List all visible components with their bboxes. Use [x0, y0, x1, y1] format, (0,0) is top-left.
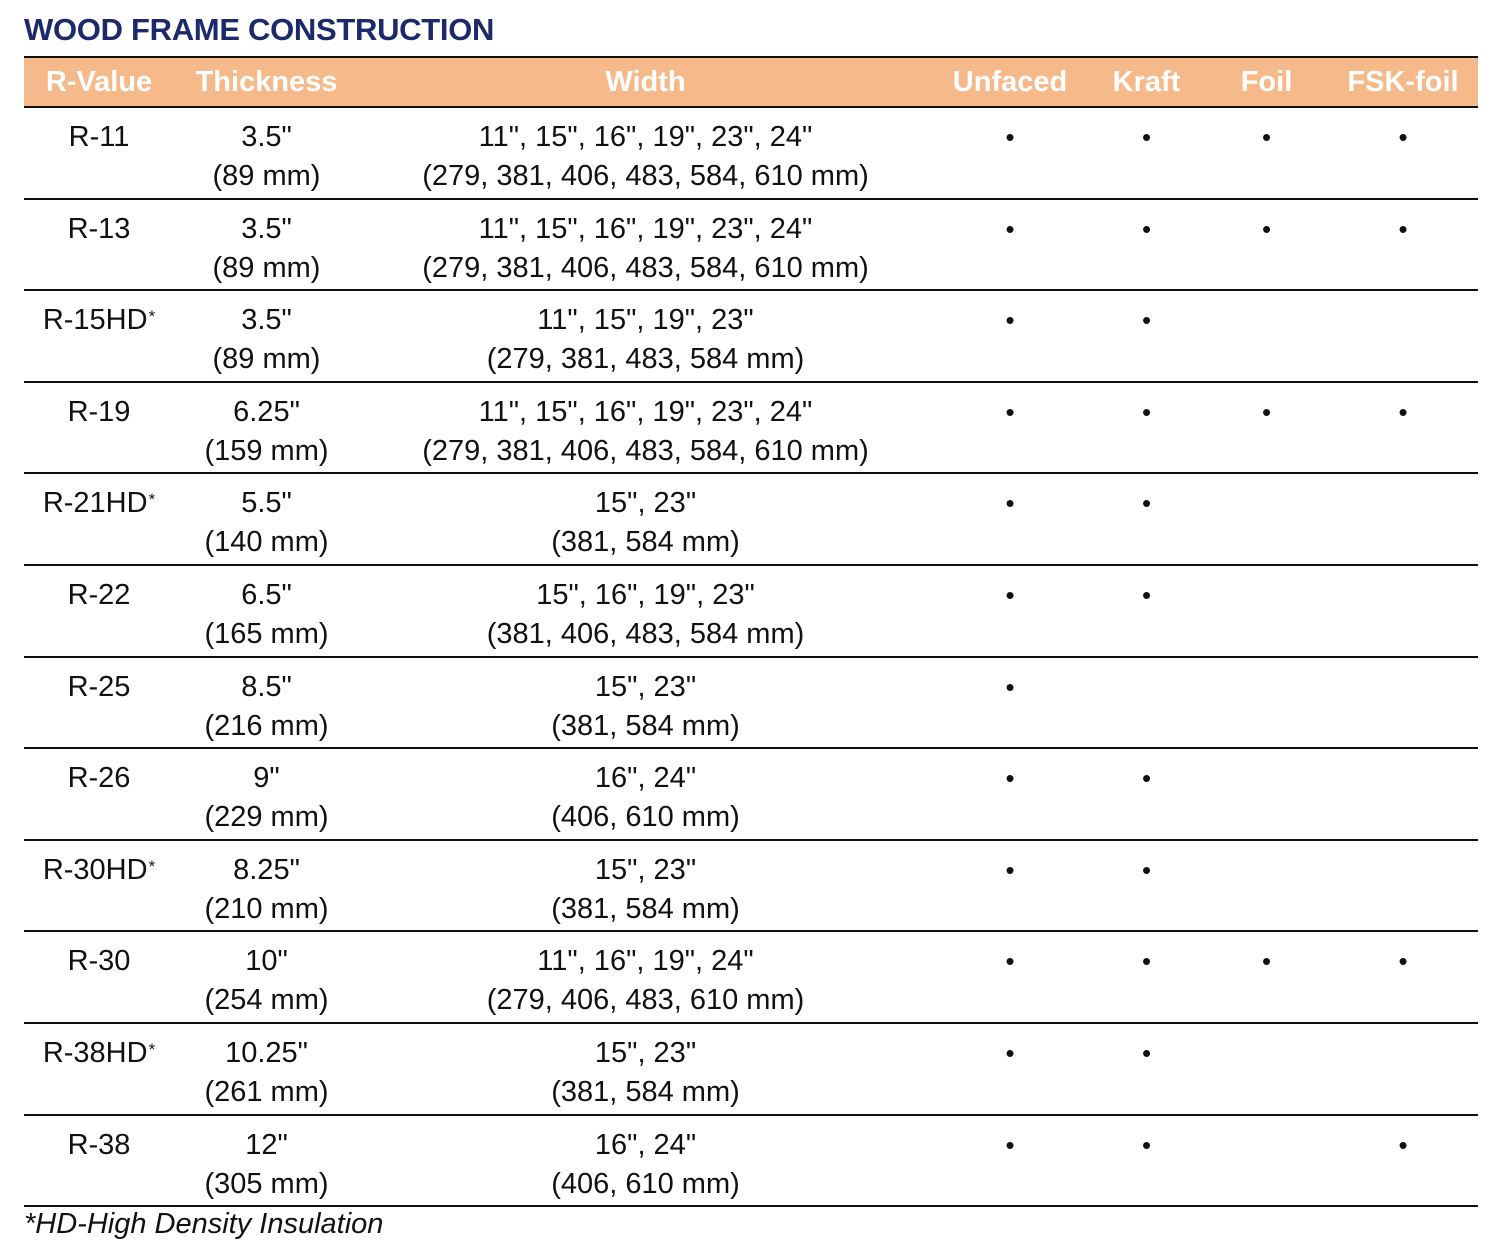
availability-bullet: • [1005, 671, 1015, 702]
width-mm: (279, 381, 406, 483, 584, 610 mm) [422, 251, 869, 284]
width-inches: 11", 16", 19", 24" [537, 945, 754, 978]
width-inches: 11", 15", 16", 19", 23", 24" [478, 395, 813, 428]
thickness-mm: (89 mm) [212, 343, 321, 376]
width-mm: (381, 584 mm) [551, 1075, 740, 1108]
high-density-asterisk: * [148, 1039, 156, 1059]
kraft-cell [1088, 107, 1205, 199]
table-row [24, 931, 1478, 1023]
header-kraft: Kraft [1088, 57, 1205, 107]
unfaced-cell [932, 1115, 1088, 1207]
thickness-cell [174, 382, 359, 474]
width-cell [359, 1023, 932, 1115]
r-value-cell [24, 382, 174, 474]
unfaced-cell [932, 748, 1088, 840]
thickness-inches: 8.25" [233, 853, 300, 886]
r-value-label: R-26 [67, 762, 131, 795]
unfaced-cell [932, 290, 1088, 382]
width-inches: 11", 15", 19", 23" [537, 304, 754, 337]
foil-cell [1205, 199, 1328, 291]
width-mm: (279, 381, 406, 483, 584, 610 mm) [422, 434, 869, 467]
table-row [24, 1023, 1478, 1115]
availability-bullet: • [1005, 396, 1015, 427]
availability-bullet: • [1005, 122, 1015, 152]
width-inches: 11", 15", 16", 19", 23", 24" [478, 121, 813, 153]
header-unfaced: Unfaced [932, 57, 1088, 107]
width-mm: (381, 584 mm) [551, 709, 740, 742]
r-value-label: R-25 [67, 670, 131, 703]
availability-bullet: • [1005, 1037, 1015, 1068]
fsk-foil-cell [1328, 931, 1478, 1023]
width-inches: 15", 23" [594, 853, 697, 886]
availability-bullet: • [1141, 946, 1152, 977]
kraft-cell [1088, 1023, 1205, 1115]
thickness-cell [174, 565, 359, 657]
table-row [24, 290, 1478, 382]
thickness-inches: 9" [253, 762, 280, 795]
unfaced-cell [932, 107, 1088, 199]
header-foil: Foil [1205, 57, 1328, 107]
width-inches: 11", 15", 16", 19", 23", 24" [478, 212, 813, 245]
r-value-cell [24, 473, 174, 565]
fsk-foil-cell [1328, 840, 1478, 932]
width-mm: (381, 584 mm) [551, 892, 740, 925]
thickness-cell [174, 199, 359, 291]
thickness-cell [174, 473, 359, 565]
availability-bullet: • [1141, 854, 1152, 885]
availability-bullet: • [1398, 396, 1408, 427]
table-row [24, 199, 1478, 291]
header-width: Width [359, 57, 932, 107]
width-cell [359, 199, 932, 291]
footnote: *HD-High Density Insulation [24, 1208, 384, 1240]
foil-cell [1205, 382, 1328, 474]
foil-cell [1205, 1115, 1328, 1207]
availability-bullet: • [1005, 763, 1015, 794]
availability-bullet: • [1141, 1037, 1152, 1068]
r-value-label: R-22 [67, 578, 131, 611]
availability-bullet: • [1261, 213, 1272, 244]
high-density-asterisk: * [148, 490, 156, 510]
r-value-cell [24, 1023, 174, 1115]
r-value-label: R-30HD [42, 853, 148, 886]
r-value-label: R-38 [67, 1128, 131, 1161]
foil-cell [1205, 107, 1328, 199]
r-value-label: R-15HD [42, 304, 148, 337]
availability-bullet: • [1141, 1129, 1152, 1160]
kraft-cell [1088, 657, 1205, 749]
r-value-cell [24, 840, 174, 932]
availability-bullet: • [1005, 579, 1015, 610]
unfaced-cell [932, 382, 1088, 474]
table-row [24, 565, 1478, 657]
r-value-cell [24, 107, 174, 199]
availability-bullet: • [1398, 213, 1408, 244]
thickness-mm: (210 mm) [204, 892, 329, 925]
width-cell [359, 840, 932, 932]
foil-cell [1205, 565, 1328, 657]
r-value-cell [24, 657, 174, 749]
fsk-foil-cell [1328, 290, 1478, 382]
thickness-mm: (216 mm) [204, 709, 329, 742]
kraft-cell [1088, 931, 1205, 1023]
unfaced-cell [932, 473, 1088, 565]
availability-bullet: • [1005, 488, 1015, 519]
thickness-inches: 8.5" [241, 670, 292, 703]
fsk-foil-cell [1328, 565, 1478, 657]
width-inches: 15", 23" [594, 1036, 697, 1069]
thickness-mm: (165 mm) [204, 617, 329, 650]
thickness-cell [174, 840, 359, 932]
width-cell [359, 565, 932, 657]
foil-cell [1205, 748, 1328, 840]
r-value-label: R-30 [67, 945, 131, 978]
table-row [24, 1115, 1478, 1207]
availability-bullet: • [1141, 396, 1152, 427]
fsk-foil-cell [1328, 1023, 1478, 1115]
fsk-foil-cell [1328, 382, 1478, 474]
r-value-label: R-21HD [42, 487, 148, 520]
r-value-cell [24, 565, 174, 657]
thickness-inches: 10.25" [225, 1036, 308, 1069]
width-inches: 15", 23" [594, 487, 697, 520]
unfaced-cell [932, 565, 1088, 657]
width-mm: (381, 584 mm) [551, 526, 740, 559]
unfaced-cell [932, 931, 1088, 1023]
unfaced-cell [932, 840, 1088, 932]
high-density-asterisk: * [148, 856, 156, 876]
thickness-mm: (229 mm) [204, 801, 329, 834]
width-mm: (381, 406, 483, 584 mm) [486, 617, 805, 650]
foil-cell [1205, 473, 1328, 565]
fsk-foil-cell [1328, 473, 1478, 565]
availability-bullet: • [1141, 213, 1152, 244]
kraft-cell [1088, 290, 1205, 382]
availability-bullet: • [1141, 122, 1152, 152]
availability-bullet: • [1005, 854, 1015, 885]
width-mm: (406, 610 mm) [551, 1167, 740, 1200]
width-inches: 16", 24" [594, 762, 697, 795]
r-value-label: R-38HD [42, 1036, 148, 1069]
table-body [24, 107, 1478, 1206]
thickness-inches: 6.5" [241, 578, 292, 611]
thickness-inches: 10" [245, 945, 288, 978]
thickness-cell [174, 748, 359, 840]
availability-bullet: • [1141, 579, 1152, 610]
thickness-inches: 3.5" [241, 212, 292, 245]
r-value-cell [24, 931, 174, 1023]
width-inches: 15", 16", 19", 23" [536, 578, 755, 611]
kraft-cell [1088, 199, 1205, 291]
width-cell [359, 748, 932, 840]
width-mm: (279, 406, 483, 610 mm) [486, 984, 805, 1017]
thickness-inches: 6.25" [233, 395, 300, 428]
availability-bullet: • [1261, 396, 1272, 427]
r-value-label: R-11 [68, 121, 130, 153]
thickness-mm: (261 mm) [204, 1075, 329, 1108]
foil-cell [1205, 931, 1328, 1023]
availability-bullet: • [1398, 1129, 1408, 1160]
r-value-cell [24, 748, 174, 840]
foil-cell [1205, 657, 1328, 749]
table-row [24, 473, 1478, 565]
width-cell [359, 290, 932, 382]
unfaced-cell [932, 657, 1088, 749]
availability-bullet: • [1261, 946, 1272, 977]
width-cell [359, 931, 932, 1023]
foil-cell [1205, 290, 1328, 382]
availability-bullet: • [1141, 305, 1152, 336]
high-density-asterisk: * [148, 307, 156, 327]
availability-bullet: • [1005, 305, 1015, 336]
thickness-mm: (305 mm) [204, 1167, 329, 1200]
availability-bullet: • [1141, 488, 1152, 519]
r-value-label: R-13 [67, 212, 131, 245]
thickness-cell [174, 657, 359, 749]
fsk-foil-cell [1328, 199, 1478, 291]
thickness-inches: 3.5" [241, 121, 292, 153]
thickness-cell [174, 290, 359, 382]
table-row [24, 382, 1478, 474]
thickness-mm: (254 mm) [204, 984, 329, 1017]
availability-bullet: • [1261, 122, 1272, 152]
availability-bullet: • [1005, 1129, 1015, 1160]
width-mm: (279, 381, 483, 584 mm) [486, 343, 805, 376]
foil-cell [1205, 1023, 1328, 1115]
width-cell [359, 107, 932, 199]
width-cell [359, 473, 932, 565]
table-row [24, 107, 1478, 199]
kraft-cell [1088, 1115, 1205, 1207]
foil-cell [1205, 840, 1328, 932]
thickness-mm: (89 mm) [212, 160, 321, 192]
table-row [24, 748, 1478, 840]
thickness-mm: (89 mm) [212, 251, 321, 284]
thickness-mm: (140 mm) [204, 526, 329, 559]
r-value-cell [24, 1115, 174, 1207]
width-cell [359, 1115, 932, 1207]
thickness-inches: 12" [245, 1128, 288, 1161]
unfaced-cell [932, 1023, 1088, 1115]
availability-bullet: • [1005, 946, 1015, 977]
kraft-cell [1088, 565, 1205, 657]
fsk-foil-cell [1328, 107, 1478, 199]
width-cell [359, 382, 932, 474]
thickness-mm: (159 mm) [204, 434, 329, 467]
availability-bullet: • [1141, 763, 1152, 794]
kraft-cell [1088, 748, 1205, 840]
kraft-cell [1088, 382, 1205, 474]
kraft-cell [1088, 473, 1205, 565]
width-cell [359, 657, 932, 749]
width-mm: (279, 381, 406, 483, 584, 610 mm) [422, 160, 869, 192]
unfaced-cell [932, 199, 1088, 291]
fsk-foil-cell [1328, 657, 1478, 749]
r-value-cell [24, 199, 174, 291]
table-row [24, 840, 1478, 932]
width-inches: 15", 23" [594, 670, 697, 703]
header-fsk-foil: FSK-foil [1328, 57, 1478, 107]
thickness-inches: 5.5" [241, 487, 292, 520]
thickness-cell [174, 107, 359, 199]
fsk-foil-cell [1328, 748, 1478, 840]
thickness-cell [174, 931, 359, 1023]
header-row [24, 57, 1478, 107]
availability-bullet: • [1398, 122, 1408, 152]
header-thickness: Thickness [174, 57, 359, 107]
r-value-cell [24, 290, 174, 382]
header-r-value: R-Value [24, 57, 174, 107]
thickness-cell [174, 1115, 359, 1207]
width-inches: 16", 24" [594, 1128, 697, 1161]
insulation-spec-table [24, 56, 1478, 1207]
table-row [24, 657, 1478, 749]
fsk-foil-cell [1328, 1115, 1478, 1207]
r-value-label: R-19 [67, 395, 131, 428]
width-mm: (406, 610 mm) [551, 801, 740, 834]
thickness-inches: 3.5" [241, 304, 292, 337]
availability-bullet: • [1398, 946, 1408, 977]
availability-bullet: • [1005, 213, 1015, 244]
table-title: WOOD FRAME CONSTRUCTION [24, 12, 495, 47]
kraft-cell [1088, 840, 1205, 932]
thickness-cell [174, 1023, 359, 1115]
